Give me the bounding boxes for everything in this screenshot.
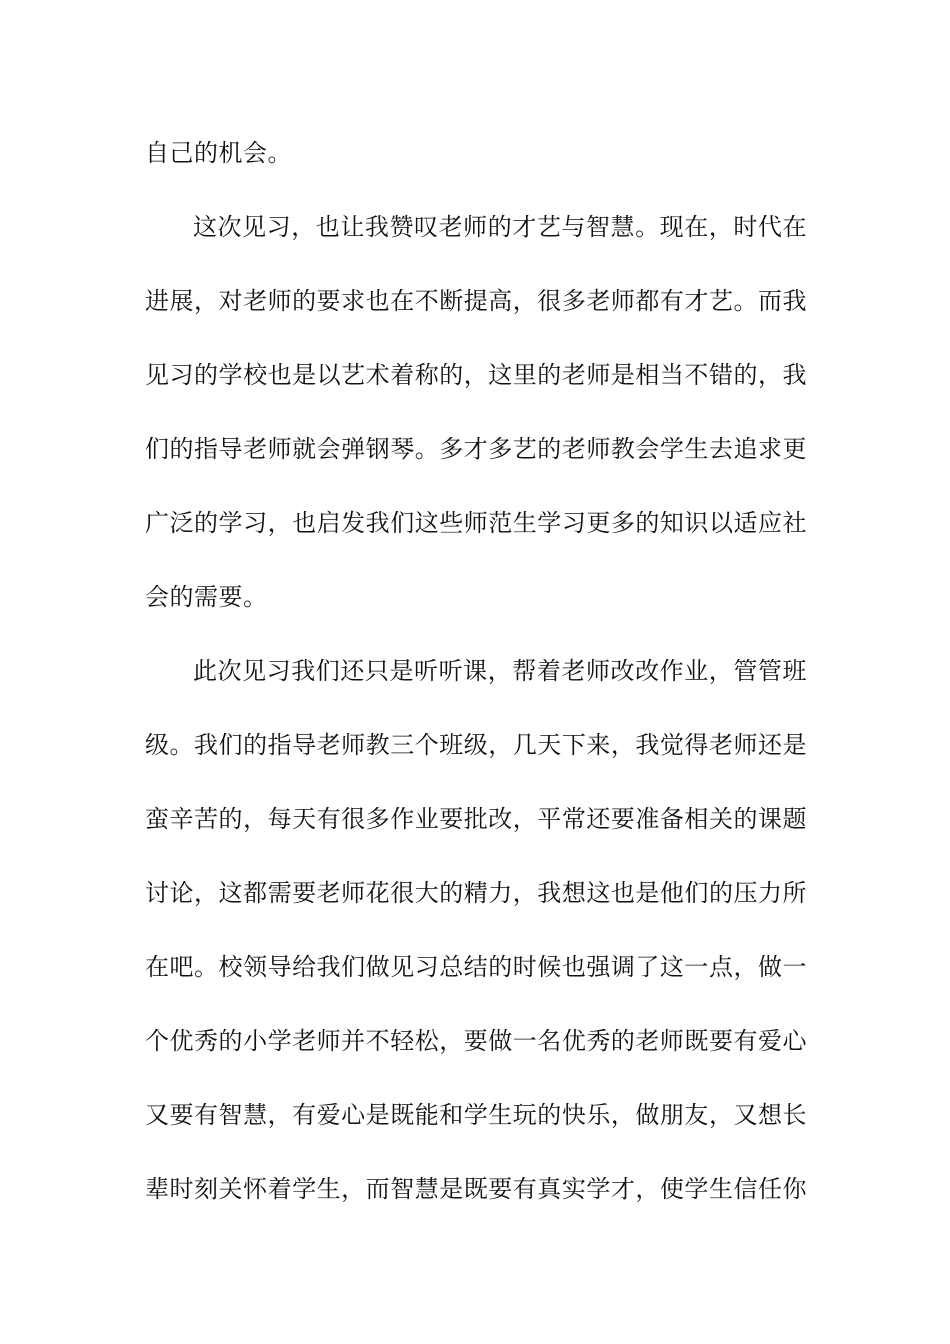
- text-line: 此次见习我们还只是听听课，帮着老师改改作业，管管班: [193, 657, 807, 685]
- text-line: 级。我们的指导老师教三个班级，几天下来，我觉得老师还是: [145, 731, 807, 759]
- text-line: 们的指导老师就会弹钢琴。多才多艺的老师教会学生去追求更: [145, 435, 807, 463]
- body-text: [145, 116, 807, 1226]
- text-line: 讨论，这都需要老师花很大的精力，我想这也是他们的压力所: [145, 879, 807, 907]
- text-line: 进展，对老师的要求也在不断提高，很多老师都有才艺。而我: [145, 287, 807, 315]
- text-line: 这次见习，也让我赞叹老师的才艺与智慧。现在，时代在: [193, 213, 807, 241]
- text-line: 广泛的学习，也启发我们这些师范生学习更多的知识以适应社: [145, 509, 807, 537]
- text-line: 辈时刻关怀着学生，而智慧是既要有真实学才，使学生信任你: [145, 1175, 807, 1203]
- text-line: 会的需要。: [145, 583, 268, 611]
- text-line: 个优秀的小学老师并不轻松，要做一名优秀的老师既要有爱心: [145, 1027, 807, 1055]
- text-line: 见习的学校也是以艺术着称的，这里的老师是相当不错的，我: [145, 361, 807, 389]
- text-line: 在吧。校领导给我们做见习总结的时候也强调了这一点，做一: [145, 953, 807, 981]
- text-line: 又要有智慧，有爱心是既能和学生玩的快乐，做朋友，又想长: [145, 1101, 807, 1129]
- text-line: 蛮辛苦的，每天有很多作业要批改，平常还要准备相关的课题: [145, 805, 807, 833]
- text-line: 自己的机会。: [145, 139, 292, 167]
